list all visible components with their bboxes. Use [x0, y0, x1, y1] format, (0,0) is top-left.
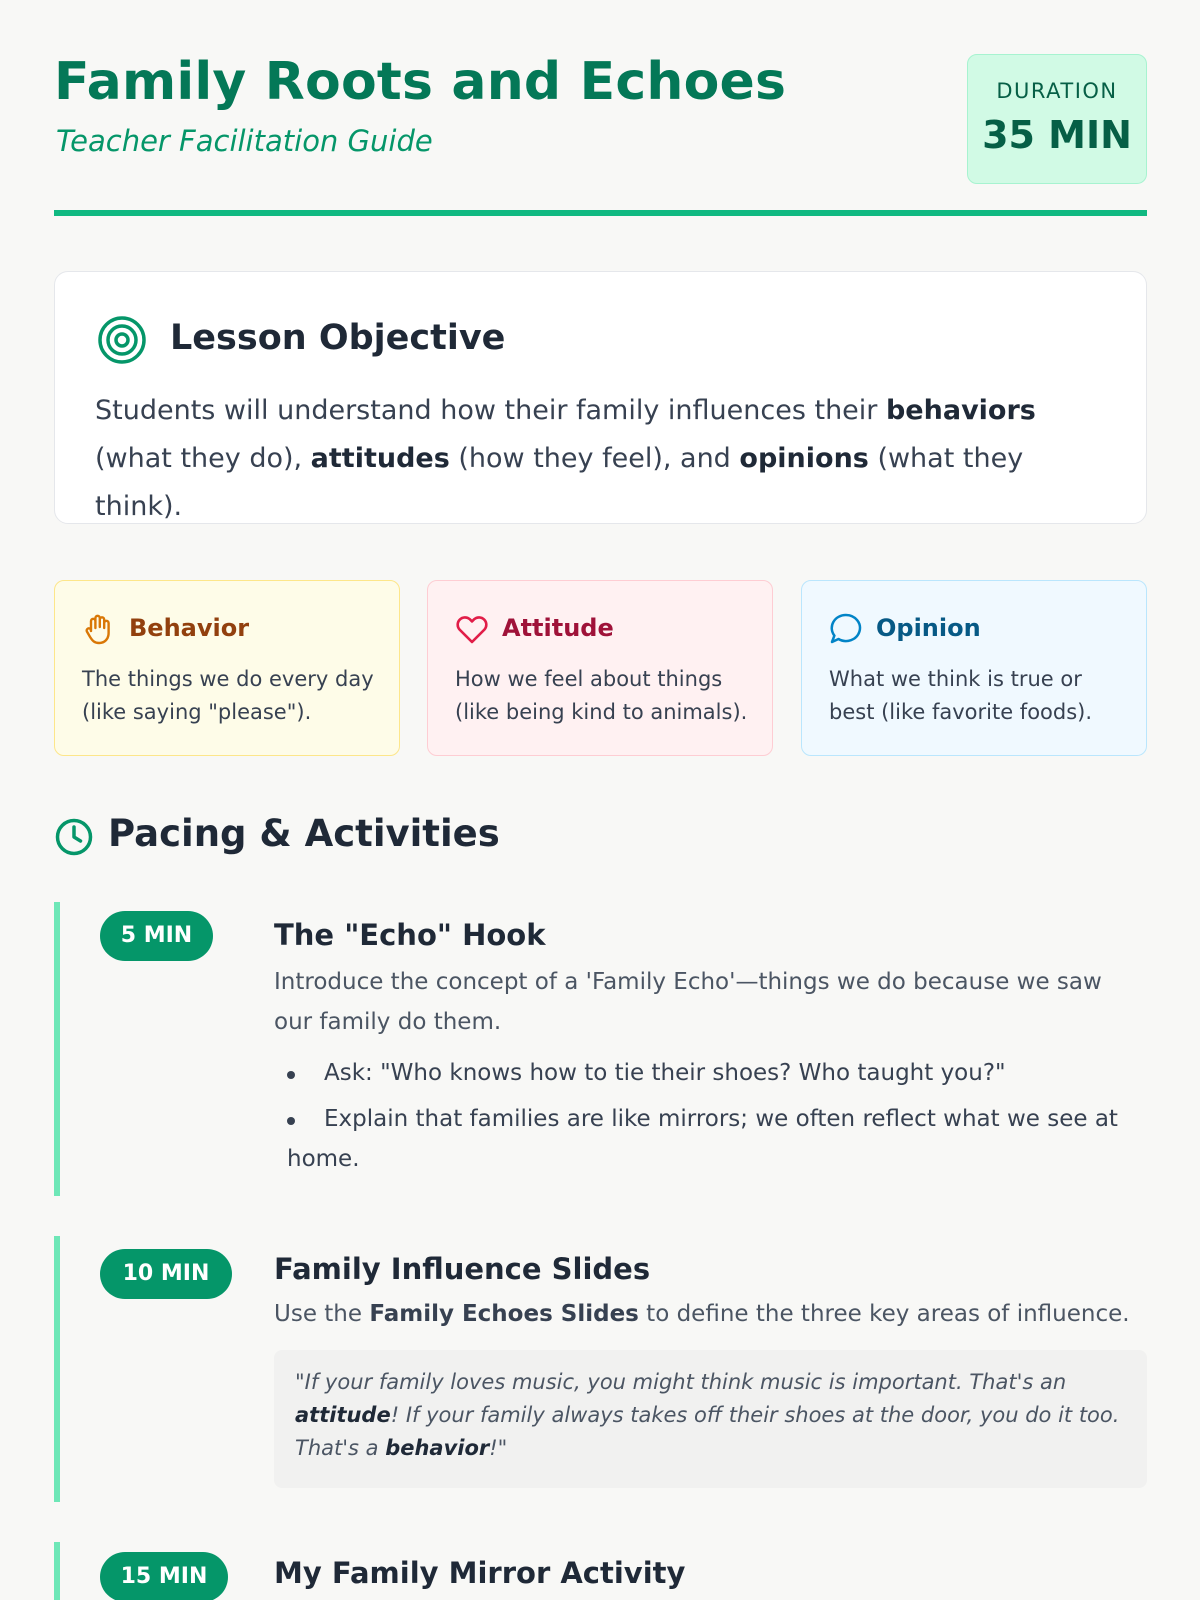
behavior-card	[54, 580, 400, 756]
bullet-item: Ask: "Who knows how to tie their shoes? Who taught you?"	[287, 1053, 1147, 1093]
objective-heading: Lesson Objective	[170, 318, 506, 358]
timeline-bar	[54, 902, 60, 1196]
quote-text: "If your family loves music, you might think music is important. That's an attitude! If your family always takes off their shoes at the door, you do it too. That's a behavior!"	[295, 1370, 1120, 1460]
pacing-heading: Pacing & Activities	[108, 812, 500, 855]
heart-icon	[454, 611, 490, 647]
opinion-title: Opinion	[876, 614, 981, 642]
attitude-card	[427, 580, 773, 756]
duration-label: DURATION	[996, 79, 1118, 103]
page-title: Family Roots and Echoes	[54, 52, 787, 112]
activity-title: The "Echo" Hook	[274, 918, 546, 952]
speech-bubble-icon	[828, 611, 864, 647]
opinion-description: What we think is true or best (like favorite foods).	[829, 667, 1093, 724]
header-divider	[54, 210, 1147, 216]
duration-value: 35 MIN	[982, 113, 1132, 157]
timeline-bar	[54, 1542, 60, 1600]
behavior-title: Behavior	[129, 614, 250, 642]
activity-title: Family Influence Slides	[274, 1252, 651, 1286]
term-opinions: opinions	[739, 443, 869, 474]
term-attitudes: attitudes	[310, 443, 450, 474]
time-badge: 5 MIN	[100, 911, 213, 961]
guide-header	[54, 0, 1147, 218]
attitude-title: Attitude	[502, 614, 614, 642]
objective-text: Students will understand how their family influences their behaviors (what they do), attitudes (how they feel), and opinions (what they think).	[95, 395, 1036, 522]
opinion-card	[801, 580, 1147, 756]
activity-item	[54, 902, 1147, 1196]
facilitation-guide	[54, 0, 1147, 1600]
activity-description: Introduce the concept of a 'Family Echo'—things we do because we saw our family do them.	[274, 969, 1102, 1035]
slides-name: Family Echoes Slides	[369, 1301, 639, 1327]
lesson-objective-card	[54, 271, 1147, 524]
page-subtitle: Teacher Facilitation Guide	[56, 124, 433, 158]
timeline-bar	[54, 1236, 60, 1502]
teacher-script-quote	[274, 1350, 1147, 1488]
hand-icon	[81, 611, 117, 647]
time-badge: 15 MIN	[100, 1552, 228, 1600]
term-behaviors: behaviors	[885, 395, 1036, 426]
clock-icon	[54, 817, 94, 857]
target-icon	[97, 315, 147, 365]
behavior-description: The things we do every day (like saying "please").	[82, 667, 374, 724]
attitude-description: How we feel about things (like being kind to animals).	[455, 667, 748, 724]
activity-item	[54, 1542, 1147, 1600]
bullet-item: Explain that families are like mirrors; we often reflect what we see at home.	[287, 1099, 1147, 1179]
activity-bullets	[287, 1053, 1147, 1185]
activity-title: My Family Mirror Activity	[274, 1556, 686, 1590]
time-badge: 10 MIN	[100, 1249, 232, 1299]
activity-item	[54, 1236, 1147, 1502]
activity-description: Use the Family Echoes Slides to define the three key areas of influence.	[274, 1301, 1130, 1327]
duration-badge	[967, 54, 1147, 184]
